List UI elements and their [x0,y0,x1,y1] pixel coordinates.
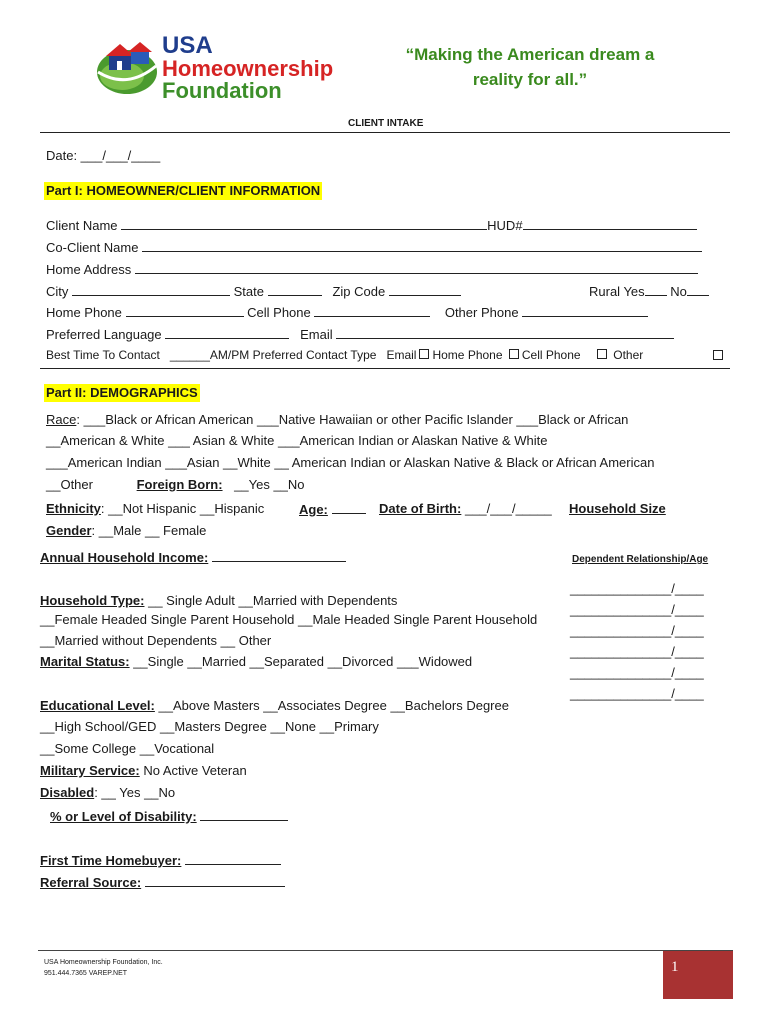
client-name-label: Client Name [46,218,118,233]
client-name-row [46,217,697,234]
race-line-3[interactable]: ___American Indian ___Asian __White __ American Indian or Alaskan Native & Black or African American [46,455,655,470]
part1-heading: Part I: HOMEOWNER/CLIENT INFORMATION [46,183,321,198]
home-address-row [46,261,698,278]
date-field[interactable]: Date: ___/___/____ [46,148,161,163]
race-other-option[interactable]: __Other [46,477,93,492]
state-input[interactable] [268,283,322,296]
dependent-row[interactable]: ______________/____ [570,644,704,659]
hud-label: HUD# [487,218,523,233]
marital-row [40,654,472,670]
part2-heading: Part II: DEMOGRAPHICS [46,385,198,400]
other-checkbox[interactable] [713,350,723,360]
referral-input[interactable] [145,874,285,887]
education-line-2[interactable]: __High School/GED __Masters Degree __None __Primary [40,719,379,734]
state-label: State [233,284,264,299]
contact-home-label: Home Phone [432,348,503,362]
gender-row [46,523,206,539]
dependent-row[interactable]: ______________/____ [570,686,704,701]
hud-input[interactable] [523,217,697,230]
first-time-row [40,852,281,869]
referral-label: Referral Source: [40,875,142,890]
other-phone-label: Other Phone [444,305,519,320]
age-label: Age: [299,502,328,517]
contact-pref-row [46,348,643,363]
logo-text-usa: USA [162,32,213,59]
race-label: Race [46,412,77,427]
referral-row [40,874,285,891]
other-phone-input[interactable] [522,304,648,317]
gender-label: Gender [46,523,92,538]
dependent-row[interactable]: ______________/____ [570,665,704,680]
income-input[interactable] [212,549,346,562]
education-line-3[interactable]: __Some College __Vocational [40,741,215,756]
part1-rule [40,368,730,369]
income-row [40,549,346,566]
household-type-line-1 [40,593,397,609]
dependent-header: Dependent Relationship/Age [572,554,709,565]
rural-row [589,283,709,300]
race-options-1[interactable]: : ___Black or African American ___Native Hawaiian or other Pacific Islander ___Black or African [76,412,629,427]
household-type-line-3[interactable]: __Married without Dependents __ Other [40,633,272,648]
city-label: City [46,284,69,299]
logo [92,28,342,103]
tagline-line1: “Making the American dream a [405,45,655,64]
contact-email-label: Email [386,348,417,362]
dependent-row[interactable]: ______________/____ [570,602,704,617]
first-time-label: First Time Homebuyer: [40,853,182,868]
form-title: CLIENT INTAKE [348,118,424,129]
household-type-options-1[interactable]: __ Single Adult __Married with Dependents [144,593,398,608]
race-line-2[interactable]: __American & White ___ Asian & White ___American Indian or Alaskan Native & White [46,433,548,448]
pref-lang-label: Preferred Language [46,327,162,342]
education-label: Educational Level: [40,698,155,713]
household-size-label: Household Size [569,501,666,516]
co-client-label: Co-Client Name [46,240,139,255]
disabled-options[interactable]: : __ Yes __No [94,785,176,800]
education-line-1 [40,698,509,714]
footer-org: USA Homeownership Foundation, Inc. [44,959,163,966]
dependent-row[interactable]: ______________/____ [570,581,704,596]
dob-input[interactable]: ___/___/_____ [464,501,552,516]
page-number-box [663,951,733,999]
language-row [46,326,674,343]
military-options[interactable]: No Active Veteran [139,763,247,778]
page-number: 1 [671,959,679,975]
disability-level-label: % or Level of Disability: [50,809,197,824]
disability-level-input[interactable] [200,808,288,821]
pref-contact-label: Preferred Contact Type [252,348,377,362]
email-input[interactable] [336,326,674,339]
pref-lang-input[interactable] [165,326,289,339]
email-label: Email [300,327,333,342]
dob-label: Date of Birth: [379,501,462,516]
home-address-input[interactable] [135,261,698,274]
title-rule [40,132,730,133]
email-checkbox[interactable] [419,349,429,359]
contact-cell-label: Cell Phone [521,348,581,362]
home-phone-label: Home Phone [46,305,122,320]
ethnicity-options[interactable]: : __Not Hispanic __Hispanic [100,501,265,516]
rural-no-input[interactable] [687,283,709,296]
race-other-row [46,477,305,493]
disabled-row [40,785,175,801]
tagline [380,42,680,92]
logo-text-foundation: Foundation [162,78,282,103]
home-phone-input[interactable] [126,304,244,317]
city-row [46,283,461,300]
tagline-line2: reality for all.” [472,70,588,89]
rural-yes-label: Rural Yes [589,284,645,299]
contact-other-label: Other [613,348,644,362]
gender-options[interactable]: : __Male __ Female [91,523,207,538]
dependent-row[interactable]: ______________/____ [570,623,704,638]
foreign-born-options[interactable]: __Yes __No [234,477,305,492]
rural-yes-input[interactable] [645,283,667,296]
ethnicity-row [46,501,264,517]
marital-label: Marital Status: [40,654,130,669]
phone-row [46,304,648,321]
disabled-label: Disabled [40,785,95,800]
military-row [40,763,247,779]
race-line-1 [46,412,628,428]
household-type-line-2[interactable]: __Female Headed Single Parent Household __Male Headed Single Parent Household [40,612,538,627]
co-client-row [46,239,702,256]
dependent-list [570,578,704,704]
zip-label: Zip Code [332,284,386,299]
house-leaf-logo-icon [92,30,162,100]
marital-options[interactable]: __Single __Married __Separated __Divorced ___Widowed [129,654,473,669]
city-input[interactable] [72,283,230,296]
education-options-1[interactable]: __Above Masters __Associates Degree __Bachelors Degree [154,698,509,713]
footer-contact: 951.444.7365 VAREP.NET [44,970,128,977]
household-type-label: Household Type: [40,593,145,608]
dob-field [379,501,552,517]
ethnicity-label: Ethnicity [46,501,101,516]
footer-rule [38,950,733,951]
foreign-born-label: Foreign Born: [136,477,223,492]
military-label: Military Service: [40,763,140,778]
home-phone-checkbox[interactable] [509,349,519,359]
rural-no-label: No [670,284,687,299]
cell-phone-checkbox[interactable] [597,349,607,359]
age-input[interactable] [332,501,366,514]
first-time-input[interactable] [185,852,281,865]
ampm-input[interactable]: ______AM/PM [169,348,250,362]
logo-text-homeownership: Homeownership [162,56,334,81]
income-label: Annual Household Income: [40,550,209,565]
cell-phone-label: Cell Phone [247,305,311,320]
zip-input[interactable] [389,283,461,296]
cell-phone-input[interactable] [314,304,430,317]
best-time-label: Best Time To Contact [46,348,160,362]
co-client-input[interactable] [142,239,702,252]
age-field [299,501,366,518]
home-address-label: Home Address [46,262,132,277]
disability-level-row [50,808,288,825]
client-name-input[interactable] [121,217,487,230]
